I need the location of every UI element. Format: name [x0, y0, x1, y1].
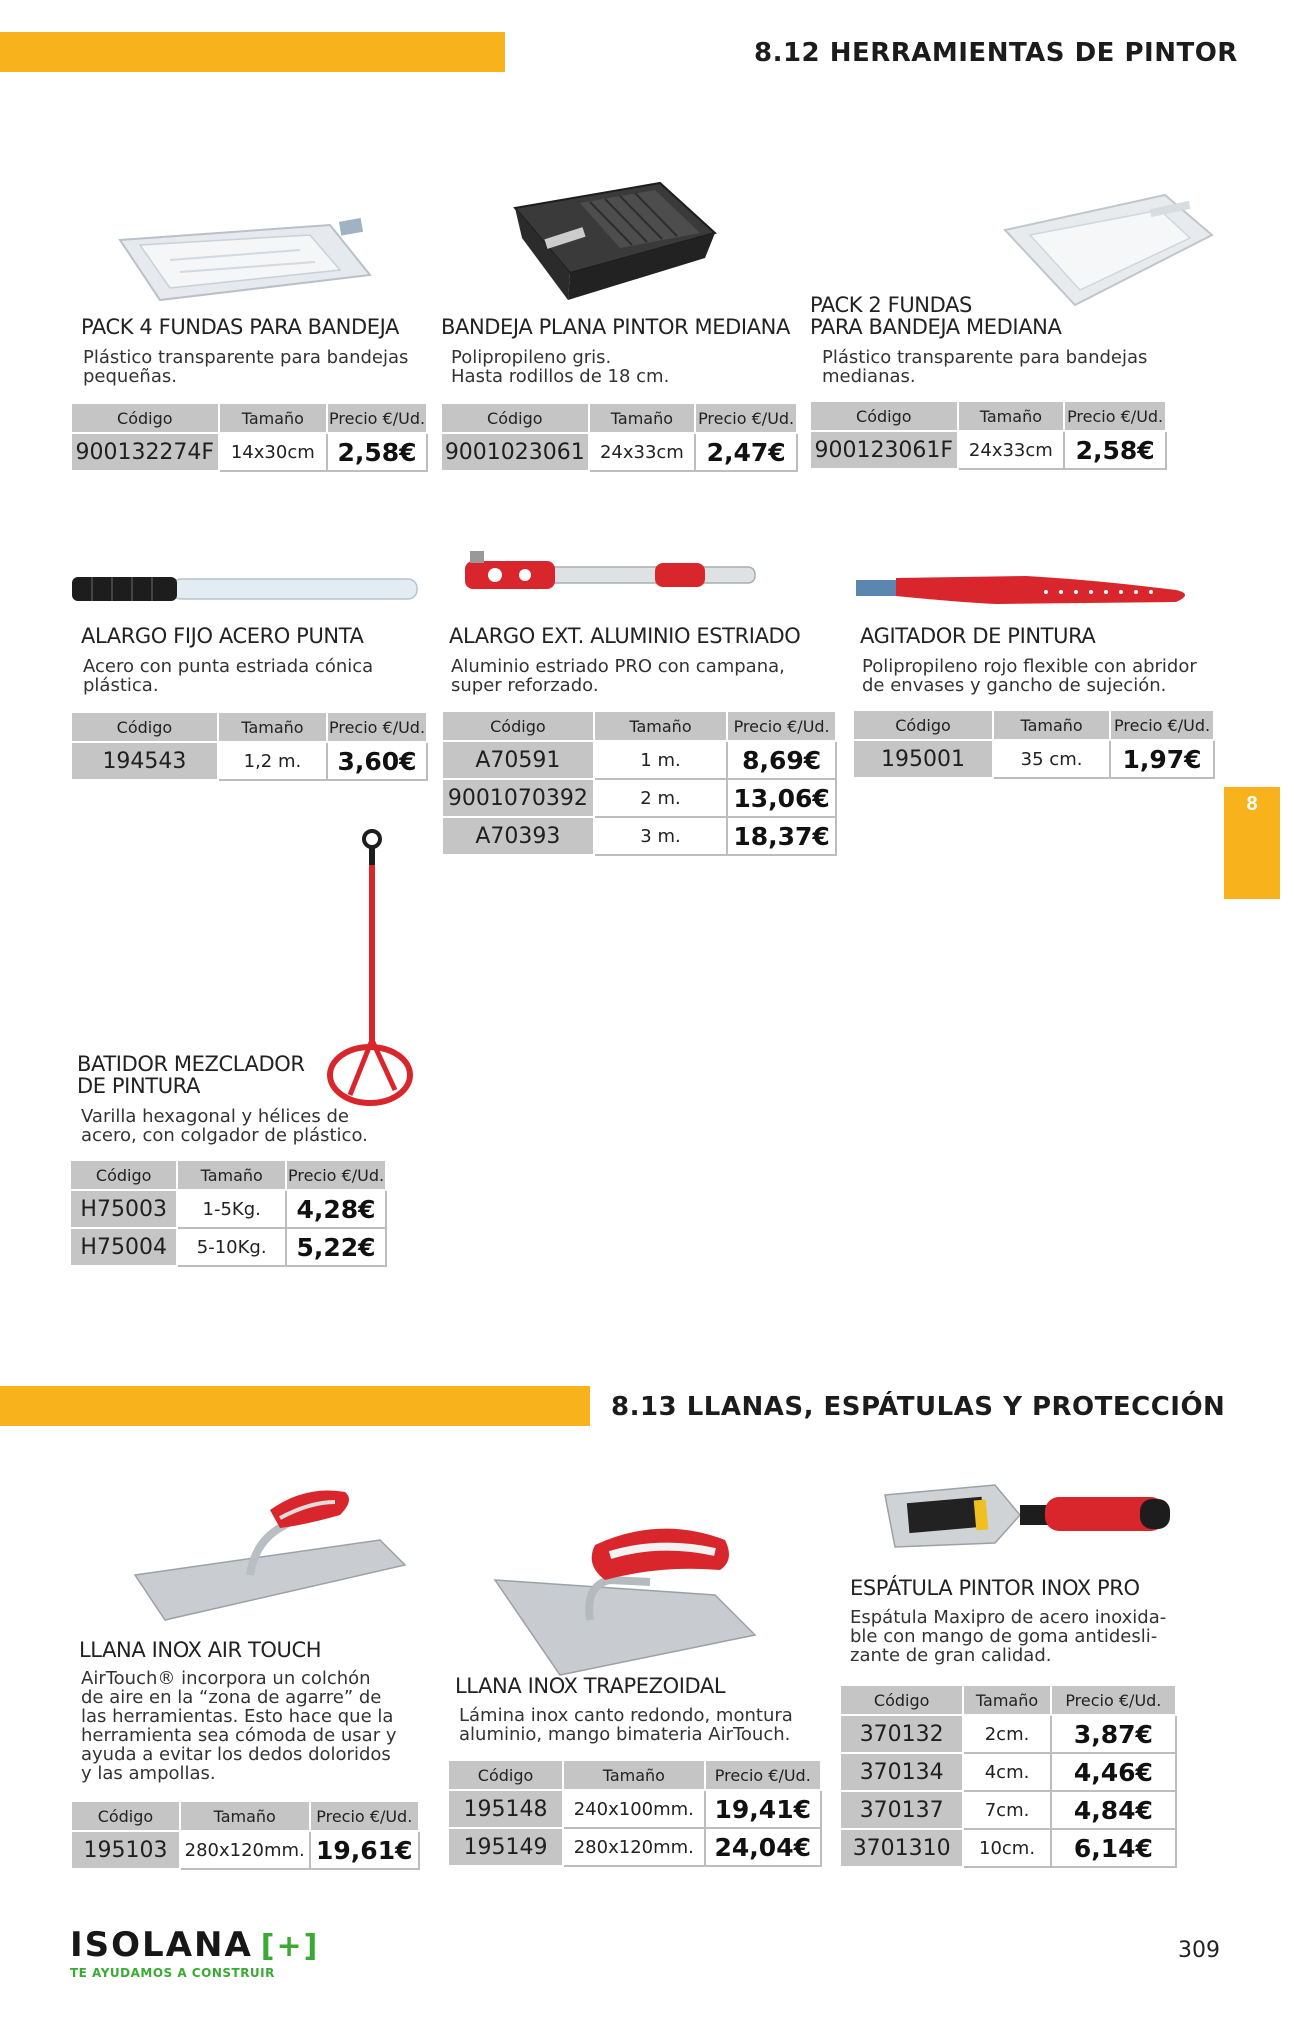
product-price: 3,87€ — [1051, 1715, 1176, 1753]
product-size: 280x120mm. — [563, 1828, 704, 1866]
product-price: 24,04€ — [705, 1828, 821, 1866]
product-size: 10cm. — [963, 1829, 1050, 1867]
price-table-pack-2-fundas — [809, 400, 1167, 470]
product-description: Espátula Maxipro de acero inoxida- ble con mango de goma antidesli- zante de gran calidad. — [850, 1607, 1167, 1666]
product-code: 9001070392 — [442, 779, 594, 817]
product-pack-2-fundas — [810, 294, 1147, 386]
price-table-espatula-pintor — [839, 1684, 1177, 1868]
price-table-alargo-aluminio — [441, 710, 837, 856]
header-code: Código — [448, 1760, 563, 1790]
product-code: 370132 — [840, 1715, 963, 1753]
product-price: 8,69€ — [727, 741, 836, 779]
header-price: Precio €/Ud. — [695, 403, 797, 433]
product-pack-4-fundas — [81, 316, 408, 386]
price-table-pack-4-fundas — [70, 402, 428, 472]
product-name: ALARGO FIJO ACERO PUNTA — [81, 624, 364, 648]
product-price: 5,22€ — [286, 1228, 386, 1266]
product-price: 4,46€ — [1051, 1753, 1176, 1791]
product-size: 24x33cm — [589, 433, 696, 471]
product-price: 2,47€ — [695, 433, 797, 471]
header-size: Tamaño — [177, 1160, 286, 1190]
product-size: 4cm. — [963, 1753, 1050, 1791]
section-bar-middle — [0, 1386, 590, 1426]
product-code: 3701310 — [840, 1829, 963, 1867]
table-row — [840, 1829, 1176, 1867]
product-alargo-fijo — [81, 625, 373, 695]
header-size: Tamaño — [958, 401, 1065, 431]
price-table-batidor — [69, 1159, 387, 1267]
header-code: Código — [810, 401, 958, 431]
header-price: Precio €/Ud. — [286, 1160, 386, 1190]
product-name: LLANA INOX AIR TOUCH — [79, 1638, 322, 1662]
table-row — [840, 1791, 1176, 1829]
product-price: 4,28€ — [286, 1190, 386, 1228]
header-price: Precio €/Ud. — [327, 403, 427, 433]
product-llana-trapezoidal — [455, 1675, 793, 1744]
product-price: 1,97€ — [1110, 740, 1214, 778]
table-row — [442, 741, 836, 779]
product-espatula-pintor — [850, 1577, 1166, 1665]
product-code: 195103 — [71, 1831, 180, 1869]
product-code: A70393 — [442, 817, 594, 855]
trowel-air-touch-image — [130, 1480, 410, 1630]
brand-logo — [70, 1925, 320, 1980]
table-row — [70, 1190, 386, 1228]
product-code: 195001 — [853, 740, 993, 778]
product-description: Plástico transparente para bandejas medianas. — [822, 347, 1148, 387]
table-header-row — [448, 1760, 821, 1790]
product-size: 240x100mm. — [563, 1790, 704, 1828]
steel-pole-image — [72, 565, 422, 615]
product-size: 2cm. — [963, 1715, 1050, 1753]
product-agitador — [860, 625, 1197, 695]
product-description: Acero con punta estriada cónica plástica. — [83, 656, 374, 696]
header-size: Tamaño — [180, 1801, 310, 1831]
table-row — [840, 1753, 1176, 1791]
product-description: Lámina inox canto redondo, montura aluminio, mango bimateria AirTouch. — [459, 1705, 793, 1745]
product-code: 194543 — [71, 742, 218, 780]
product-description: Aluminio estriado PRO con campana, super reforzado. — [451, 656, 785, 696]
chapter-tab: 8 — [1224, 787, 1280, 899]
product-size: 1 m. — [594, 741, 727, 779]
header-code: Código — [853, 710, 993, 740]
product-price: 2,58€ — [1064, 431, 1166, 469]
product-alargo-aluminio — [449, 625, 800, 695]
header-size: Tamaño — [963, 1685, 1050, 1715]
table-header-row — [840, 1685, 1176, 1715]
product-name: LLANA INOX TRAPEZOIDAL — [455, 1674, 726, 1698]
product-name: ESPÁTULA PINTOR INOX PRO — [850, 1576, 1140, 1600]
product-bandeja-plana — [441, 316, 790, 386]
paint-stirrer-image — [856, 572, 1196, 612]
tray-liner-medium-image — [1000, 190, 1215, 310]
header-price: Precio €/Ud. — [327, 712, 427, 742]
product-code: 195149 — [448, 1828, 563, 1866]
table-header-row — [71, 712, 427, 742]
product-description: Polipropileno rojo flexible con abridor de envases y gancho de sujeción. — [862, 656, 1197, 696]
table-header-row — [810, 401, 1166, 431]
table-row — [448, 1828, 821, 1866]
table-row — [71, 1831, 419, 1869]
table-row — [840, 1715, 1176, 1753]
product-size: 14x30cm — [219, 433, 328, 471]
price-table-llana-air-touch — [70, 1800, 420, 1870]
header-code: Código — [71, 1801, 180, 1831]
product-price: 6,14€ — [1051, 1829, 1176, 1867]
product-price: 13,06€ — [727, 779, 836, 817]
table-header-row — [70, 1160, 386, 1190]
product-size: 35 cm. — [993, 740, 1110, 778]
aluminium-pole-image — [465, 545, 765, 610]
header-price: Precio €/Ud. — [727, 711, 836, 741]
price-table-alargo-fijo — [70, 711, 428, 781]
product-size: 1-5Kg. — [177, 1190, 286, 1228]
product-price: 4,84€ — [1051, 1791, 1176, 1829]
header-size: Tamaño — [218, 712, 327, 742]
paint-tray-image — [510, 178, 720, 308]
product-name: ALARGO EXT. ALUMINIO ESTRIADO — [449, 624, 801, 648]
product-size: 2 m. — [594, 779, 727, 817]
table-row — [71, 433, 427, 471]
header-price: Precio €/Ud. — [705, 1760, 821, 1790]
product-price: 3,60€ — [327, 742, 427, 780]
product-price: 2,58€ — [327, 433, 427, 471]
header-price: Precio €/Ud. — [1064, 401, 1166, 431]
table-header-row — [441, 403, 797, 433]
section-title-813: 8.13 LLANAS, ESPÁTULAS Y PROTECCIÓN — [611, 1392, 1226, 1422]
product-description: Plástico transparente para bandejas pequeñas. — [83, 347, 409, 387]
product-size: 5-10Kg. — [177, 1228, 286, 1266]
product-name: PACK 2 FUNDAS PARA BANDEJA MEDIANA — [810, 293, 1062, 339]
product-code: H75004 — [70, 1228, 177, 1266]
header-code: Código — [840, 1685, 963, 1715]
header-code: Código — [71, 403, 219, 433]
product-code: 9001023061 — [441, 433, 589, 471]
table-row — [442, 817, 836, 855]
trowel-trapezoidal-image — [490, 1510, 760, 1680]
table-row — [70, 1228, 386, 1266]
header-price: Precio €/Ud. — [1051, 1685, 1176, 1715]
product-code: 900132274F — [71, 433, 219, 471]
table-header-row — [442, 711, 836, 741]
table-row — [810, 431, 1166, 469]
product-code: A70591 — [442, 741, 594, 779]
table-row — [448, 1790, 821, 1828]
table-header-row — [71, 403, 427, 433]
product-size: 280x120mm. — [180, 1831, 310, 1869]
product-name: PACK 4 FUNDAS PARA BANDEJA — [81, 315, 399, 339]
product-code: 900123061F — [810, 431, 958, 469]
product-code: 195148 — [448, 1790, 563, 1828]
product-price: 19,61€ — [310, 1831, 419, 1869]
product-size: 7cm. — [963, 1791, 1050, 1829]
header-size: Tamaño — [589, 403, 696, 433]
section-bar-top — [0, 32, 505, 72]
table-row — [71, 742, 427, 780]
product-size: 1,2 m. — [218, 742, 327, 780]
table-header-row — [853, 710, 1214, 740]
price-table-bandeja-plana — [440, 402, 798, 472]
header-price: Precio €/Ud. — [1110, 710, 1214, 740]
brand-slogan: TE AYUDAMOS A CONSTRUIR — [70, 1966, 275, 1980]
header-code: Código — [442, 711, 594, 741]
spatula-image — [880, 1475, 1180, 1555]
product-llana-air-touch — [79, 1639, 396, 1783]
header-size: Tamaño — [993, 710, 1110, 740]
header-code: Código — [441, 403, 589, 433]
product-batidor — [77, 1053, 368, 1145]
brand-wordmark — [70, 1925, 320, 1965]
section-title-812: 8.12 HERRAMIENTAS DE PINTOR — [754, 38, 1238, 68]
header-price: Precio €/Ud. — [310, 1801, 419, 1831]
product-name: BANDEJA PLANA PINTOR MEDIANA — [441, 315, 790, 339]
table-row — [441, 433, 797, 471]
header-size: Tamaño — [219, 403, 328, 433]
product-name: BATIDOR MEZCLADOR DE PINTURA — [77, 1052, 305, 1098]
product-size: 24x33cm — [958, 431, 1065, 469]
table-header-row — [71, 1801, 419, 1831]
page-number: 309 — [1178, 1938, 1220, 1963]
price-table-agitador — [852, 709, 1215, 779]
product-price: 19,41€ — [705, 1790, 821, 1828]
product-description: AirTouch® incorpora un colchón de aire en la “zona de agarre” de las herramientas. Esto hace que la herramienta sea cómoda de usar y ayuda a evitar los dedos doloridos y las ampollas. — [81, 1668, 397, 1784]
product-code: 370134 — [840, 1753, 963, 1791]
table-row — [442, 779, 836, 817]
product-code: 370137 — [840, 1791, 963, 1829]
tray-liner-image — [100, 180, 380, 320]
brand-name: ISOLANA — [70, 1925, 253, 1965]
product-name: AGITADOR DE PINTURA — [860, 624, 1096, 648]
product-description: Polipropileno gris. Hasta rodillos de 18 cm. — [451, 347, 670, 387]
header-size: Tamaño — [563, 1760, 704, 1790]
product-price: 18,37€ — [727, 817, 836, 855]
header-size: Tamaño — [594, 711, 727, 741]
brand-plus-icon: [+] — [260, 1929, 320, 1964]
product-code: H75003 — [70, 1190, 177, 1228]
table-row — [853, 740, 1214, 778]
price-table-llana-trapezoidal — [447, 1759, 822, 1867]
product-size: 3 m. — [594, 817, 727, 855]
product-description: Varilla hexagonal y hélices de acero, con colgador de plástico. — [81, 1106, 368, 1146]
header-code: Código — [71, 712, 218, 742]
header-code: Código — [70, 1160, 177, 1190]
